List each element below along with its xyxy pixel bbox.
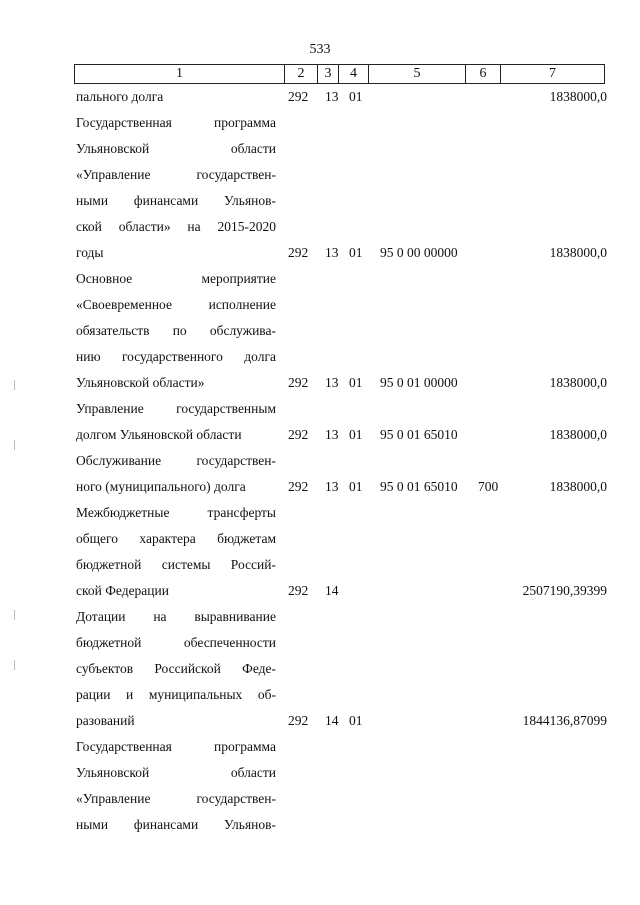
cell-col-7: 1838000,0 (549, 89, 607, 104)
description-line: «Управление государствен- (76, 167, 276, 182)
scan-margin-mark (14, 660, 15, 670)
scan-margin-mark (14, 610, 15, 620)
cell-col-2: 292 (288, 89, 309, 104)
description-line: Ульяновской области (76, 141, 276, 156)
description-line: ными финансами Ульянов- (76, 193, 276, 208)
cell-col-7: 1838000,0 (549, 375, 607, 390)
description-line: долгом Ульяновской области (76, 427, 242, 442)
cell-col-4: 01 (349, 375, 363, 390)
row-description (76, 448, 276, 500)
cell-col-3: 13 (325, 245, 339, 260)
column-header-row (75, 65, 605, 84)
cell-col-2: 292 (288, 245, 309, 260)
column-header-1: 1 (75, 65, 285, 84)
cell-col-5: 95 0 00 00000 (380, 245, 458, 260)
cell-col-7: 1838000,0 (549, 245, 607, 260)
description-line: Межбюджетные трансферты (76, 505, 276, 520)
cell-col-5: 95 0 01 65010 (380, 427, 458, 442)
row-description (76, 500, 276, 604)
cell-col-2: 292 (288, 713, 309, 728)
description-line: Государственная программа (76, 115, 276, 130)
cell-col-7: 1844136,87099 (522, 713, 607, 728)
cell-col-3: 13 (325, 479, 339, 494)
description-line: «Управление государствен- (76, 791, 276, 806)
row-description (76, 396, 276, 448)
description-line: Государственная программа (76, 739, 276, 754)
description-line: ской Федерации (76, 583, 169, 598)
cell-col-5: 95 0 01 65010 (380, 479, 458, 494)
cell-col-2: 292 (288, 427, 309, 442)
cell-col-2: 292 (288, 479, 309, 494)
row-description (76, 266, 276, 396)
cell-col-3: 14 (325, 583, 339, 598)
description-line: рации и муниципальных об- (76, 687, 276, 702)
description-line: ного (муниципального) долга (76, 479, 246, 494)
description-line: годы (76, 245, 104, 260)
column-header-5: 5 (369, 65, 466, 84)
description-line: Основное мероприятие (76, 271, 276, 286)
cell-col-3: 13 (325, 89, 339, 104)
description-line: субъектов Российской Феде- (76, 661, 276, 676)
description-line: Ульяновской области (76, 765, 276, 780)
column-header-table (74, 64, 605, 84)
cell-col-6: 700 (478, 479, 499, 494)
cell-col-3: 14 (325, 713, 339, 728)
cell-col-7: 2507190,39399 (522, 583, 607, 598)
cell-col-4: 01 (349, 479, 363, 494)
description-line: «Своевременное исполнение (76, 297, 276, 312)
row-description (76, 84, 276, 110)
row-description (76, 110, 276, 266)
description-line: Дотации на выравнивание (76, 609, 276, 624)
description-line: ской области» на 2015-2020 (76, 219, 276, 234)
cell-col-5: 95 0 01 00000 (380, 375, 458, 390)
cell-col-4: 01 (349, 713, 363, 728)
column-header-4: 4 (339, 65, 369, 84)
cell-col-3: 13 (325, 375, 339, 390)
description-line: Ульяновской области» (76, 375, 205, 390)
description-line: Управление государственным (76, 401, 276, 416)
column-header-7: 7 (501, 65, 605, 84)
cell-col-4: 01 (349, 89, 363, 104)
cell-col-2: 292 (288, 583, 309, 598)
column-header-2: 2 (285, 65, 318, 84)
description-line: Обслуживание государствен- (76, 453, 276, 468)
column-header-3: 3 (318, 65, 339, 84)
scan-margin-mark (14, 440, 15, 450)
description-line: нию государственного долга (76, 349, 276, 364)
description-line: бюджетной обеспеченности (76, 635, 276, 650)
description-line: разований (76, 713, 135, 728)
cell-col-7: 1838000,0 (549, 479, 607, 494)
page-number: 533 (309, 42, 331, 57)
cell-col-7: 1838000,0 (549, 427, 607, 442)
description-line: обязательств по обслужива- (76, 323, 276, 338)
cell-col-4: 01 (349, 245, 363, 260)
cell-col-4: 01 (349, 427, 363, 442)
row-description (76, 734, 276, 838)
cell-col-2: 292 (288, 375, 309, 390)
column-header-6: 6 (466, 65, 501, 84)
scan-margin-mark (14, 380, 15, 390)
description-line: бюджетной системы Россий- (76, 557, 276, 572)
description-line: общего характера бюджетам (76, 531, 276, 546)
description-line: ными финансами Ульянов- (76, 817, 276, 832)
cell-col-3: 13 (325, 427, 339, 442)
row-description (76, 604, 276, 734)
description-line: пального долга (76, 89, 164, 104)
